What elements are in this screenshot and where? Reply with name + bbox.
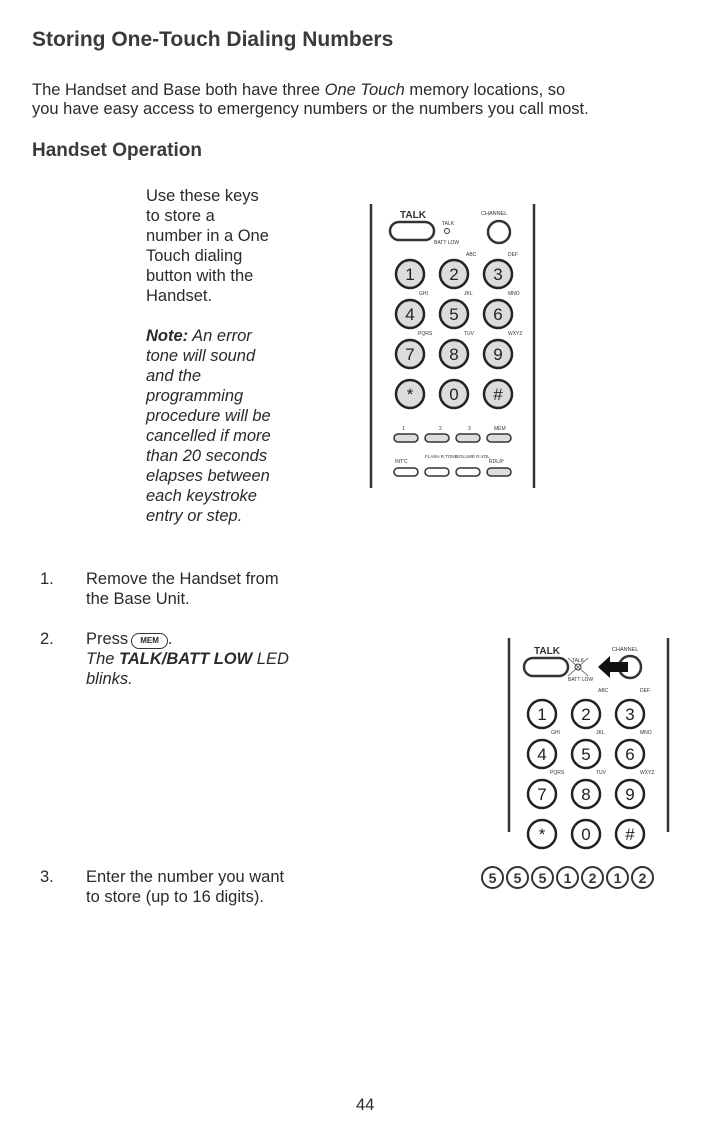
memory-3-button[interactable] [456, 434, 480, 442]
svg-text:GHI: GHI [551, 730, 560, 736]
intro-paragraph: The Handset and Base both have three One Touch memory locations, so you have easy access to emergency numbers or the numbers you call most. [32, 81, 589, 118]
note-text: Note: An error tone will sound and the programming procedure will be cancelled if more than 20 seconds elapses between each keystroke entry or step. [146, 327, 271, 525]
talk-led-label: TALK [442, 221, 455, 227]
handset-led-diagram [506, 636, 672, 844]
svg-text:DEF: DEF [640, 688, 650, 694]
svg-text:MNO: MNO [640, 730, 652, 736]
key-4-label: 4 [405, 304, 415, 324]
svg-text:INT'C: INT'C [395, 459, 408, 465]
svg-text:ABC: ABC [466, 252, 477, 258]
svg-text:2: 2 [439, 426, 442, 432]
svg-text:TALK: TALK [534, 646, 560, 657]
digit-sequence [481, 866, 654, 889]
svg-text:MEM: MEM [494, 426, 506, 432]
batt-low-label: BATT LOW [434, 240, 460, 246]
mem-button[interactable] [487, 434, 511, 442]
memory-1-button[interactable] [394, 434, 418, 442]
svg-text:PQRS: PQRS [550, 770, 565, 776]
talk-button[interactable] [390, 222, 434, 240]
key-8-label: 8 [449, 344, 459, 364]
digit-key-1: 1 [606, 866, 629, 889]
key-0-label: 0 [449, 384, 459, 404]
svg-text:RDL/P: RDL/P [489, 459, 504, 465]
volume-button[interactable] [456, 468, 480, 476]
channel-label: CHANNEL [481, 211, 508, 217]
step-3: 3. Enter the number you want to store (up to 16 digits). [40, 868, 285, 906]
key-star-label: * [406, 384, 414, 404]
svg-text:VOLUME R.VOL: VOLUME R.VOL [456, 454, 490, 459]
memory-2-button[interactable] [425, 434, 449, 442]
key-3-label: 3 [493, 264, 503, 284]
key-2-label: 2 [449, 264, 459, 284]
flash-button[interactable] [425, 468, 449, 476]
key-star-label: * [538, 824, 546, 844]
key-6-label: 6 [493, 304, 503, 324]
svg-text:TALK: TALK [572, 658, 585, 664]
page-title: Storing One-Touch Dialing Numbers [32, 28, 394, 51]
digit-key-2: 2 [631, 866, 654, 889]
channel-button[interactable] [488, 221, 510, 243]
svg-text:BATT LOW: BATT LOW [568, 677, 594, 683]
page-number: 44 [356, 1096, 375, 1114]
key-5-label: 5 [581, 744, 591, 764]
key-0-label: 0 [581, 824, 591, 844]
redial-button[interactable] [487, 468, 511, 476]
section-heading: Handset Operation [32, 140, 202, 161]
key-3-label: 3 [625, 704, 635, 724]
digit-key-5: 5 [506, 866, 529, 889]
svg-text:JKL: JKL [596, 730, 605, 736]
key-6-label: 6 [625, 744, 635, 764]
svg-text:DEF: DEF [508, 252, 518, 258]
svg-text:WXYZ: WXYZ [508, 331, 523, 337]
key-9-label: 9 [625, 784, 635, 804]
key-2-label: 2 [581, 704, 591, 724]
svg-text:WXYZ: WXYZ [640, 770, 655, 776]
step-2: 2. Press MEM . The TALK/BATT LOW LED blinks. [40, 630, 289, 688]
talk-label: TALK [400, 210, 426, 221]
svg-text:TUV: TUV [596, 770, 606, 776]
svg-text:TUV: TUV [464, 331, 474, 337]
instructions-text: Use these keys to store a number in a One Touch dialing button with the Handset. [146, 187, 269, 305]
key-7-label: 7 [405, 344, 415, 364]
step-1: 1. Remove the Handset from the Base Unit. [40, 570, 279, 608]
svg-text:FLASH R.TONE: FLASH R.TONE [425, 454, 458, 459]
svg-text:CHANNEL: CHANNEL [612, 647, 639, 653]
svg-text:3: 3 [468, 426, 471, 432]
svg-text:MNO: MNO [508, 291, 520, 297]
svg-text:PQRS: PQRS [418, 331, 433, 337]
key-5-label: 5 [449, 304, 459, 324]
digit-key-1: 1 [556, 866, 579, 889]
digit-key-5: 5 [531, 866, 554, 889]
mem-key-inline: MEM [131, 633, 168, 649]
key-9-label: 9 [493, 344, 503, 364]
key-8-label: 8 [581, 784, 591, 804]
svg-text:GHI: GHI [419, 291, 428, 297]
key-7-label: 7 [537, 784, 547, 804]
svg-text:1: 1 [402, 426, 405, 432]
key-4-label: 4 [537, 744, 547, 764]
handset-keypad-diagram [368, 200, 538, 492]
digit-key-2: 2 [581, 866, 604, 889]
intercom-button[interactable] [394, 468, 418, 476]
svg-text:JKL: JKL [464, 291, 473, 297]
digit-key-5: 5 [481, 866, 504, 889]
key-1-label: 1 [537, 704, 547, 724]
key-1-label: 1 [405, 264, 415, 284]
key-pound-label: # [625, 824, 635, 844]
svg-text:ABC: ABC [598, 688, 609, 694]
key-pound-label: # [493, 384, 503, 404]
